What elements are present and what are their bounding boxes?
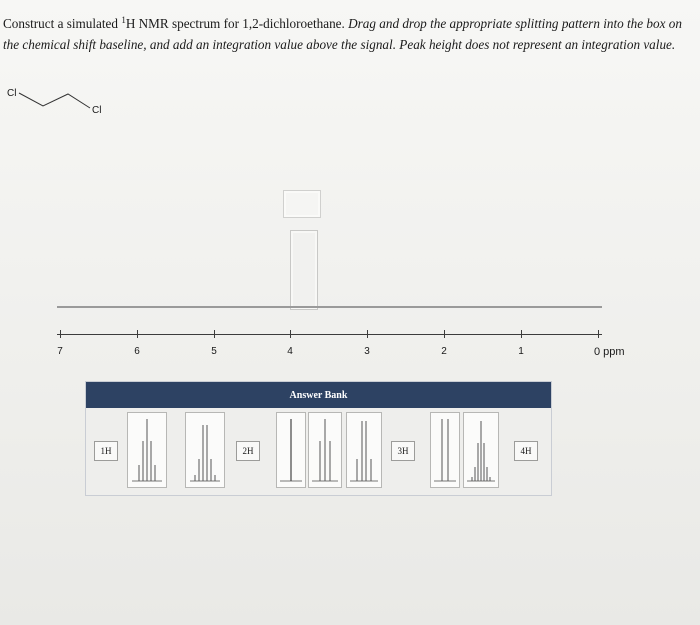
sextet-icon[interactable] <box>185 412 225 488</box>
integration-4h-tile[interactable]: 4H <box>514 441 538 461</box>
sextet-peaks <box>186 413 224 487</box>
septet-icon[interactable] <box>463 412 499 488</box>
tick-mark <box>367 330 368 338</box>
tick-label: 7 <box>57 346 63 357</box>
doublet-peaks <box>431 413 459 487</box>
quintet-peaks <box>128 413 166 487</box>
chlorine-atom-left: Cl <box>7 88 17 99</box>
quartet-icon[interactable] <box>346 412 382 488</box>
tick-label: 6 <box>134 346 140 357</box>
answer-bank-title: Answer Bank <box>86 382 551 408</box>
question-main: H NMR spectrum for 1,2-dichloroethane. <box>125 16 349 31</box>
tick-mark <box>444 330 445 338</box>
tick-mark <box>290 330 291 338</box>
tick-mark <box>598 330 599 338</box>
quintet-icon[interactable] <box>127 412 167 488</box>
molecule-structure <box>5 88 115 128</box>
question-text <box>3 10 693 55</box>
integration-1h-tile[interactable]: 1H <box>94 441 118 461</box>
tick-label: 2 <box>441 346 447 357</box>
integration-3h-tile[interactable]: 3H <box>391 441 415 461</box>
triplet-icon[interactable] <box>308 412 342 488</box>
question-instructions: Drag and drop the appropriate splitting pattern into the box on the chemical shift baseline, and add an integration value above the signal. Peak height does not represent an integration value. <box>3 16 682 52</box>
tick-mark <box>214 330 215 338</box>
tick-mark <box>521 330 522 338</box>
chlorine-atom-right: Cl <box>92 105 102 116</box>
singlet-peak <box>277 413 305 487</box>
quartet-peaks <box>347 413 381 487</box>
tick-label: 5 <box>211 346 217 357</box>
integration-drop-box[interactable] <box>283 190 321 218</box>
tick-label: 4 <box>287 346 293 357</box>
ppm-unit-label: 0 ppm <box>594 346 625 358</box>
tick-mark <box>60 330 61 338</box>
isotope-superscript: 1 <box>121 15 126 25</box>
septet-peaks <box>464 413 498 487</box>
integration-2h-tile[interactable]: 2H <box>236 441 260 461</box>
chemical-shift-baseline <box>57 306 602 308</box>
tick-mark <box>137 330 138 338</box>
tick-label: 1 <box>518 346 524 357</box>
doublet-icon[interactable] <box>430 412 460 488</box>
tick-label: 3 <box>364 346 370 357</box>
splitting-drop-zone[interactable] <box>290 230 318 310</box>
singlet-icon[interactable] <box>276 412 306 488</box>
question-prefix: Construct a simulated <box>3 16 122 31</box>
triplet-peaks <box>309 413 341 487</box>
